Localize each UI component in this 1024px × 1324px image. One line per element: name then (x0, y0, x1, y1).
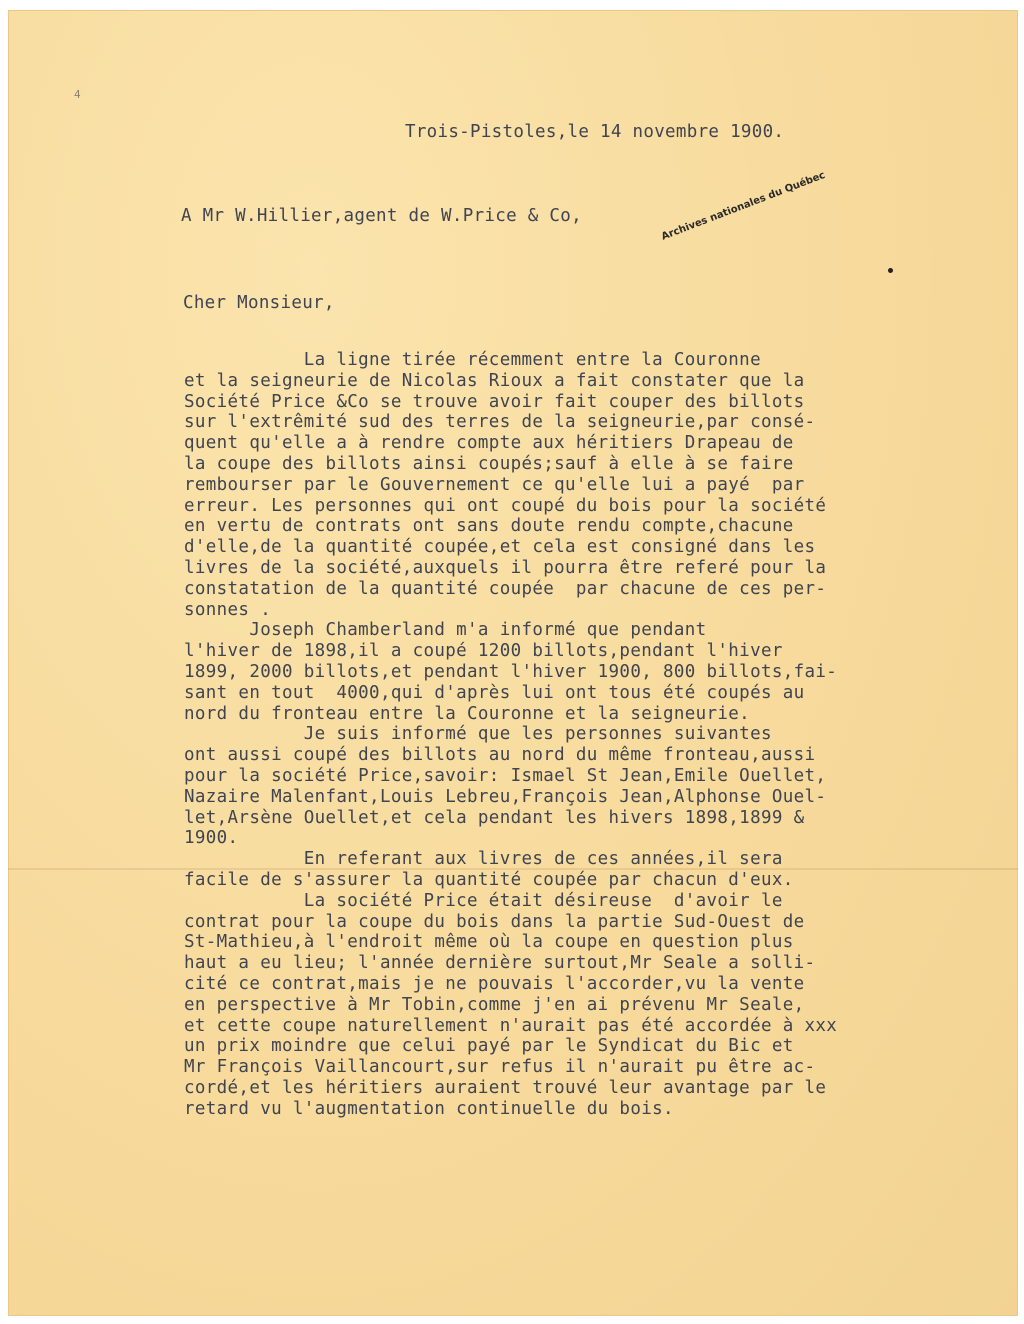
archive-stamp: Archives nationales du Québec (660, 169, 827, 243)
letter-page (8, 10, 1018, 1316)
body-line: sant en tout 4000,qui d'après lui ont tous été coupés au (184, 682, 805, 703)
body-line: sonnes . (184, 599, 272, 620)
body-line: la coupe des billots ainsi coupés;sauf à elle à se faire (184, 453, 794, 474)
body-line: contrat pour la coupe du bois dans la partie Sud-Ouest de (184, 911, 805, 932)
body-line: et cette coupe naturellement n'aurait pas été accordée à xxx (184, 1015, 838, 1036)
body-line: d'elle,de la quantité coupée,et cela est consigné dans les (184, 537, 816, 558)
body-line: et la seigneurie de Nicolas Rioux a fait constater que la (184, 370, 805, 391)
body-line: en perspective à Mr Tobin,comme j'en ai prévenu Mr Seale, (184, 994, 805, 1015)
body-line: cordé,et les héritiers auraient trouvé leur avantage par le (184, 1077, 827, 1098)
salutation: Cher Monsieur, (183, 293, 335, 313)
body-line: Nazaire Malenfant,Louis Lebreu,François Jean,Alphonse Ouel- (184, 786, 827, 807)
body-line: cité ce contrat,mais je ne pouvais l'accorder,vu la vente (184, 973, 805, 994)
body-line: En referant aux livres de ces années,il sera (184, 849, 783, 870)
body-line: pour la société Price,savoir: Ismael St Jean,Emile Ouellet, (184, 765, 827, 786)
body-line: livres de la société,auxquels il pourra être referé pour la (184, 557, 827, 578)
margin-mark: 4 (74, 88, 81, 101)
body-line: quent qu'elle a à rendre compte aux héritiers Drapeau de (184, 433, 794, 454)
body-line: constatation de la quantité coupée par chacune de ces per- (184, 578, 827, 599)
body-line: nord du fronteau entre la Couronne et la seigneurie. (184, 703, 751, 724)
body-line: l'hiver de 1898,il a coupé 1200 billots,pendant l'hiver (184, 641, 783, 662)
body-line: La société Price était désireuse d'avoir le (184, 890, 783, 911)
body-line: facile de s'assurer la quantité coupée par chacun d'eux. (184, 869, 794, 890)
letter-body (184, 350, 944, 1119)
body-line: 1899, 2000 billots,et pendant l'hiver 1900, 800 billots,fai- (184, 661, 838, 682)
body-line: un prix moindre que celui payé par le Syndicat du Bic et (184, 1036, 794, 1057)
letter-date: Trois-Pistoles,le 14 novembre 1900. (405, 122, 785, 142)
body-line: 1900. (184, 828, 239, 849)
body-line: rembourser par le Gouvernement ce qu'elle lui a payé par (184, 474, 805, 495)
body-line: St-Mathieu,à l'endroit même où la coupe en question plus (184, 932, 794, 953)
body-line: erreur. Les personnes qui ont coupé du bois pour la société (184, 495, 827, 516)
body-line: retard vu l'augmentation continuelle du bois. (184, 1098, 674, 1119)
addressee-line: A Mr W.Hillier,agent de W.Price & Co, (181, 206, 582, 226)
body-line: Je suis informé que les personnes suivantes (184, 724, 772, 745)
body-line: let,Arsène Ouellet,et cela pendant les hivers 1898,1899 & (184, 807, 805, 828)
body-line: Joseph Chamberland m'a informé que pendant (184, 620, 707, 641)
body-line: en vertu de contrats ont sans doute rendu compte,chacune (184, 516, 794, 537)
body-line: ont aussi coupé des billots au nord du même fronteau,aussi (184, 745, 816, 766)
body-line: La ligne tirée récemment entre la Couronne (184, 350, 761, 370)
body-line: Mr François Vaillancourt,sur refus il n'aurait pu être ac- (184, 1057, 816, 1078)
body-line: sur l'extrêmité sud des terres de la seigneurie,par consé- (184, 412, 816, 433)
body-line: Société Price &Co se trouve avoir fait couper des billots (184, 391, 805, 412)
ink-dot (888, 268, 893, 273)
body-line: haut a eu lieu; l'année dernière surtout,Mr Seale a solli- (184, 953, 816, 974)
